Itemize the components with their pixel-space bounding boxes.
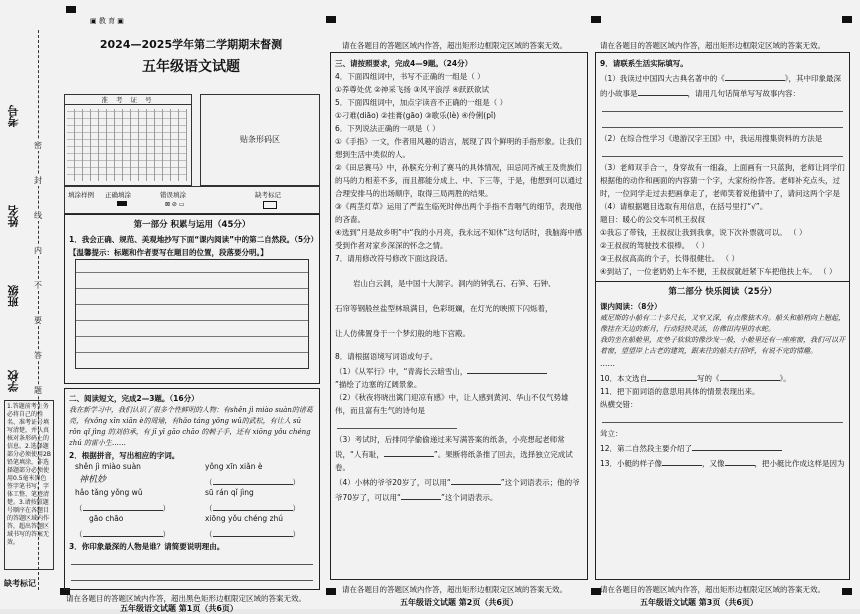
q8-4-blank-2[interactable] [401,489,441,500]
question-6-option-b: ②《田忌赛马》中，孙膑充分利了赛马的具体情况，田忌同齐威王及贵族们的马的力相差不多，而且都能分成上、中、下三等，于是，他想到可以通过合理安排马的出场顺序，取得三局两胜的结果。 [335,163,583,198]
q10b-text: 写的《 [697,374,720,383]
kaohao-label: 考号 [7,105,20,127]
registration-mark [842,16,852,23]
q8-4-blank[interactable] [451,474,501,485]
q13c-text: ，把小艇比作成这样是因为 [754,459,845,468]
q7-text-1: 岩山白云洞，是中国十大洞字。洞内的钟乳石、石笋、石钟、 [353,279,556,288]
pinyin-1-answer[interactable]: 神机妙 [79,475,107,485]
registration-mark [842,588,852,595]
q9-1-text: （1）我读过中国四大古典名著中的《 [600,74,725,83]
name-label: 姓名 [7,205,20,227]
q8-4c-text: ”这个词语表示。 [440,493,498,502]
answer-line[interactable] [71,569,313,581]
q9-1-blank[interactable] [725,70,785,81]
question-5-options: ①刁难(diāo) ②挂膏(gāo) ③歌乐(lè) ④伶俐(pǐ) [335,111,496,120]
question-5: 5．下面四组词中，加点字读音不正确的一组是（ ） [335,98,508,107]
question-11: 11．把下面词语的意思用具体的情景表现出来。 [600,387,760,396]
question-10 [600,370,845,385]
fill-correct-label: 正确填涂 [105,191,131,199]
page-2-bottom-note: 请在各题目的答题区域内作答，超出矩形边框限定区域的答案无效。 [342,585,567,594]
barcode-area: 贴条形码区 [200,94,320,186]
section-3-title: 三、请按照要求，完成4—9题。（24分） [335,59,473,68]
admission-number-header: 准 考 证 号 [65,95,191,105]
q13-text: 13．小艇的样子像 [600,459,663,468]
q8-3-text: （3）考试时，后排同学偷偷递过来写满答案的纸条，小亮想起老师常说，“人有耻， [335,435,565,459]
q11-1: 纵横交错： [600,400,638,409]
q9-4-title: 题目：暖心的公交车司机王叔叔 [600,215,705,224]
seal-char: 线 [34,211,42,220]
q9-4-opt-1-text: ①我忘了带钱，王叔叔让我到我拿，说下次补票就可以。 [600,228,787,237]
page-3-bottom-note: 请在各题目的答题区域内作答，超出矩形边框限定区域的答案无效。 [600,585,825,594]
top-tag: ▣ 教 育 ▣ [90,17,124,25]
question-1: 1．我会正确、规范、美观地抄写下面“课内阅读”中的第二自然段。（5分） [69,235,319,244]
q8-1-blank[interactable] [467,363,547,374]
bubble-grid[interactable] [67,109,187,181]
passage-2: 我的坐在船舱里，皮垫子软软的像沙发一般，小舱里还有一座座窗，我们可以开着窗，望望岸上古老的建筑，跟来往的船夫打招呼，有说不完的情趣。 [600,336,845,355]
answer-line[interactable] [602,116,843,128]
fill-example [64,186,320,214]
in-class-reading: 课内阅读：（8分） [600,302,662,311]
q10-text: 10．本文选自 [600,374,648,383]
registration-mark [326,588,336,595]
q9-4-opt-3-text: ③王叔叔高高的个子，长得很健壮。 [600,254,720,263]
seal-char: 不 [34,281,42,290]
q9-1b-text: 》，其中印象最深的小故事是 [600,74,842,98]
pinyin-3: hǎo tǎng yǒng wǔ [75,488,143,497]
q9-4-opt-4-text: ④到站了，一位老奶奶上车不便，王叔叔就赶紧下车把他扶上车。 [600,267,817,276]
q7-text-3: 让人仿佛置身于一个梦幻般的地下宫殿。 [335,329,470,338]
part2-title: 第二部分 快乐阅读（25分） [668,287,777,297]
q8-1-text: （1）《从军行》中，“青海长云暗雪山， [335,367,468,376]
exam-instructions: 1.答题前考生务必将自己的姓名、准考证号填写清楚，并认真核对条形码上的信息。2.选择题部分必须使用2B铅笔填涂，非选择题部分必须使用0.5毫米黑色签字笔书写，字体工整、笔迹清楚。3.请按照题号顺序在各题目的答题区域内作答，超出答题区域书写的答案无效。 [4,400,54,570]
q8-4b-text: ”这个词语表示；他的爷爷70岁了，可以用“ [335,478,580,502]
page-2-footer: 五年级语文试题 第2页（共6页） [400,598,518,607]
q9-4: （4）请根据题目选取有用信息，在括号里打“√”。 [600,202,768,211]
fill-correct-sample [117,201,127,206]
answer-line[interactable] [602,100,843,112]
q13-blank[interactable] [662,455,702,466]
page-1-footer: 五年级语文试题 第1页（共6页） [120,604,238,613]
pinyin-1: shěn jì miào suàn [75,462,141,471]
fill-wrong-label: 错误填涂 [160,191,186,199]
q8-4-text: （4）小林的爷爷20岁了，可以用“ [335,478,451,487]
q13b-text: ，又像 [702,459,725,468]
reading-title: 二、阅读短文，完成2—3题。（16分） [69,394,199,403]
school-label: 学校 [7,370,20,392]
q11-2: 耸立： [600,429,623,438]
answer-line[interactable] [602,411,843,423]
q10-blank-2[interactable] [720,370,780,381]
q12-text: 12．第二自然段主要介绍了 [600,444,693,453]
absence-mark-label: 缺考标记 [4,579,36,588]
q9-4-opt-1-check[interactable]: （ ） [789,228,807,237]
seal-char: 封 [34,176,42,185]
q10-blank[interactable] [647,370,697,381]
q9-4-opt-2-check[interactable]: （ ） [691,241,710,250]
question-6-option-c: ③《两茎灯草》运用了严监生临死时伸出两个手指不肯咽气的细节，表现他的吝啬。 [335,202,582,224]
seal-char: 内 [34,246,42,255]
question-6: 6．下列说法正确的一项是（ ） [335,124,440,133]
question-12 [600,440,845,455]
pinyin-3-answer[interactable]: （ ） [75,500,170,514]
passage-ellipsis: …… [600,359,615,368]
question-3: 3．你印象最深的人物是谁？请简要说明理由。 [69,542,225,551]
registration-mark [591,16,601,23]
pinyin-4: sū rán qǐ jìng [205,488,254,497]
seal-char: 要 [34,316,42,325]
exam-subtitle: 2024—2025学年第二学期期末督测 [99,38,283,51]
q9-4-opt-4 [600,265,845,278]
question-2: 2．根据拼音，写出相应的字词。 [69,451,180,460]
q8-2: （2）《秋夜将晓出篱门迎凉有感》中，让人感到黄河、华山不仅气势雄伟，而且富有生气的诗句是 [335,393,569,415]
part1-title: 第一部分 积累与运用（45分） [133,220,251,230]
seal-char: 答 [34,351,42,360]
q9-4-opt-2-text: ②王叔叔的驾驶技术很棒。 [600,241,690,250]
passage-1: 威尼斯的小船有二十多尺长，又窄又深，有点像独木舟。船头和船梢向上翘起，像挂在天边的新月，行动轻快灵活，仿佛田沟里的水蛇。 [600,314,845,333]
seal-char: 题 [34,386,42,395]
question-4: 4．下面四组词中，书写不正确的一组是（ ） [335,72,485,81]
q9-2: （2）在综合性学习《遨游汉字王国》中，我运用搜集资料的方法是 [600,134,823,143]
exam-title: 五年级语文试题 [142,59,240,75]
question-9: 9．请联系生活实际填写。 [600,59,688,68]
question-6-option-a: ①《手指》一文，作者用风趣的语言，展现了四个鲜明的手指形象。让我们想到生活中类似的人。 [335,137,582,159]
registration-mark [66,6,76,13]
q12-blank[interactable] [692,440,782,451]
q9-4-opt-1 [600,226,845,239]
page-3-top-note: 请在各题目的答题区域内作答，超出矩形边框限定区域的答案无效。 [600,41,825,50]
pinyin-6-answer[interactable]: （ ） [205,526,300,540]
page-1 [60,17,322,613]
q9-1-blank-2[interactable] [638,85,688,96]
pinyin-grid [65,462,319,540]
pinyin-2: yǒng xīn xiǎn è [205,462,263,471]
q8-1b: ”描绘了边塞的辽阔景象。 [335,380,422,389]
q10c-text: 》。 [779,374,791,383]
pinyin-5-answer[interactable]: （ ） [75,526,170,540]
pinyin-2-answer[interactable]: （ ） [205,474,300,488]
q8-4 [335,474,583,504]
page-2-top-note: 请在各题目的答题区域内作答，超出矩形边框限定区域的答案无效。 [342,41,567,50]
q8-3 [335,433,583,474]
question-4-options: ①养尊处优 ②神采飞扬 ③风平浪浮 ④跃跃欲试 [335,85,490,94]
part1-section [64,214,320,384]
question-6-option-d: ④选到“月是故乡明”中“我的小月亮，我永远不知休”这句话时，我脑海中感受到作者对家乡深深的怀念之情。 [335,228,583,250]
reading-text: 我在新学习中，我们认识了很多个性鲜明的人物：有shěn jì miào suàn的诸葛亮，有xǒng xīn xiān è的周瑜，有hǎo táng yǒng wǔ的武松，有让人 sū rǒn qǐ jìng 的刘伯承，有 jī yī gāo chāo 的刺子手，还有 xiōng yǒu chéng zhú 的雷小生…… [69,406,313,447]
q13-blank-2[interactable] [725,455,755,466]
q8-1 [335,363,583,378]
answer-line[interactable] [337,417,457,429]
q9-4-opt-2 [600,239,845,252]
answer-line[interactable] [602,145,843,157]
admission-number-grid[interactable] [64,94,192,186]
registration-mark [326,16,336,23]
answer-line[interactable] [71,553,313,565]
bottom-note: 请在各题目的答题区域内作答，超出黑色矩形边框限定区域的答案无效。 [66,594,306,603]
fill-missing-label: 缺考标记 [255,191,281,199]
q9-4-opt-3 [600,252,845,265]
q9-4-opt-3-check[interactable]: （ ） [721,254,740,263]
q9-1 [600,70,845,100]
q9-3: （3）老师双手合一，身穿故有一细淼，上面画有一只蓝狗，老师让同学们根据他的动作和画面的内容猜一个字，大家纷纷作答。老师补充点头，过时，一位同学走过去把画拿走了，老师笑着说他猜中了，请问这两个字是 [600,163,845,198]
page-3 [595,52,850,580]
page-2 [330,52,588,580]
fill-example-label: 填涂样例 [68,191,94,199]
q8-3-blank[interactable] [384,446,434,457]
page-3-footer: 五年级语文试题 第3页（共6页） [640,598,758,607]
seal-char: 密 [34,141,42,150]
pinyin-5: gāo chāo [89,514,124,523]
pinyin-4-answer[interactable]: （ ） [205,500,300,514]
question-1-hint: 【温馨提示：标题和作者要写在题目的位置，段落要分明。】 [69,248,268,257]
q9-1c-text: ，请用几句话简单写写故事内容： [687,89,800,98]
q8-3b-text: ”。果断将纸条推了回去，选择独立完成试卷。 [335,450,573,472]
copy-writing-area[interactable] [75,259,309,369]
fill-wrong-sample: ⊠ ⊘ ▭ [165,201,185,208]
binding-strip [0,0,55,609]
reading-section [64,388,320,590]
question-7: 7．请用修改符号修改下面这段话。 [335,254,453,263]
absence-box[interactable] [263,201,277,209]
question-13 [600,455,845,470]
question-8: 8．请根据语境写词语或句子。 [335,352,438,361]
part2-divider [596,281,849,282]
q9-4-opt-4-check[interactable]: （ ） [819,267,837,276]
q7-text-2: 石帘等钢般丝盐型林琅满目，色彩斑斓，在灯光的映照下闪烁着， [335,304,553,313]
pinyin-6: xiōng yǒu chéng zhú [205,514,284,523]
class-label: 班级 [7,285,20,307]
